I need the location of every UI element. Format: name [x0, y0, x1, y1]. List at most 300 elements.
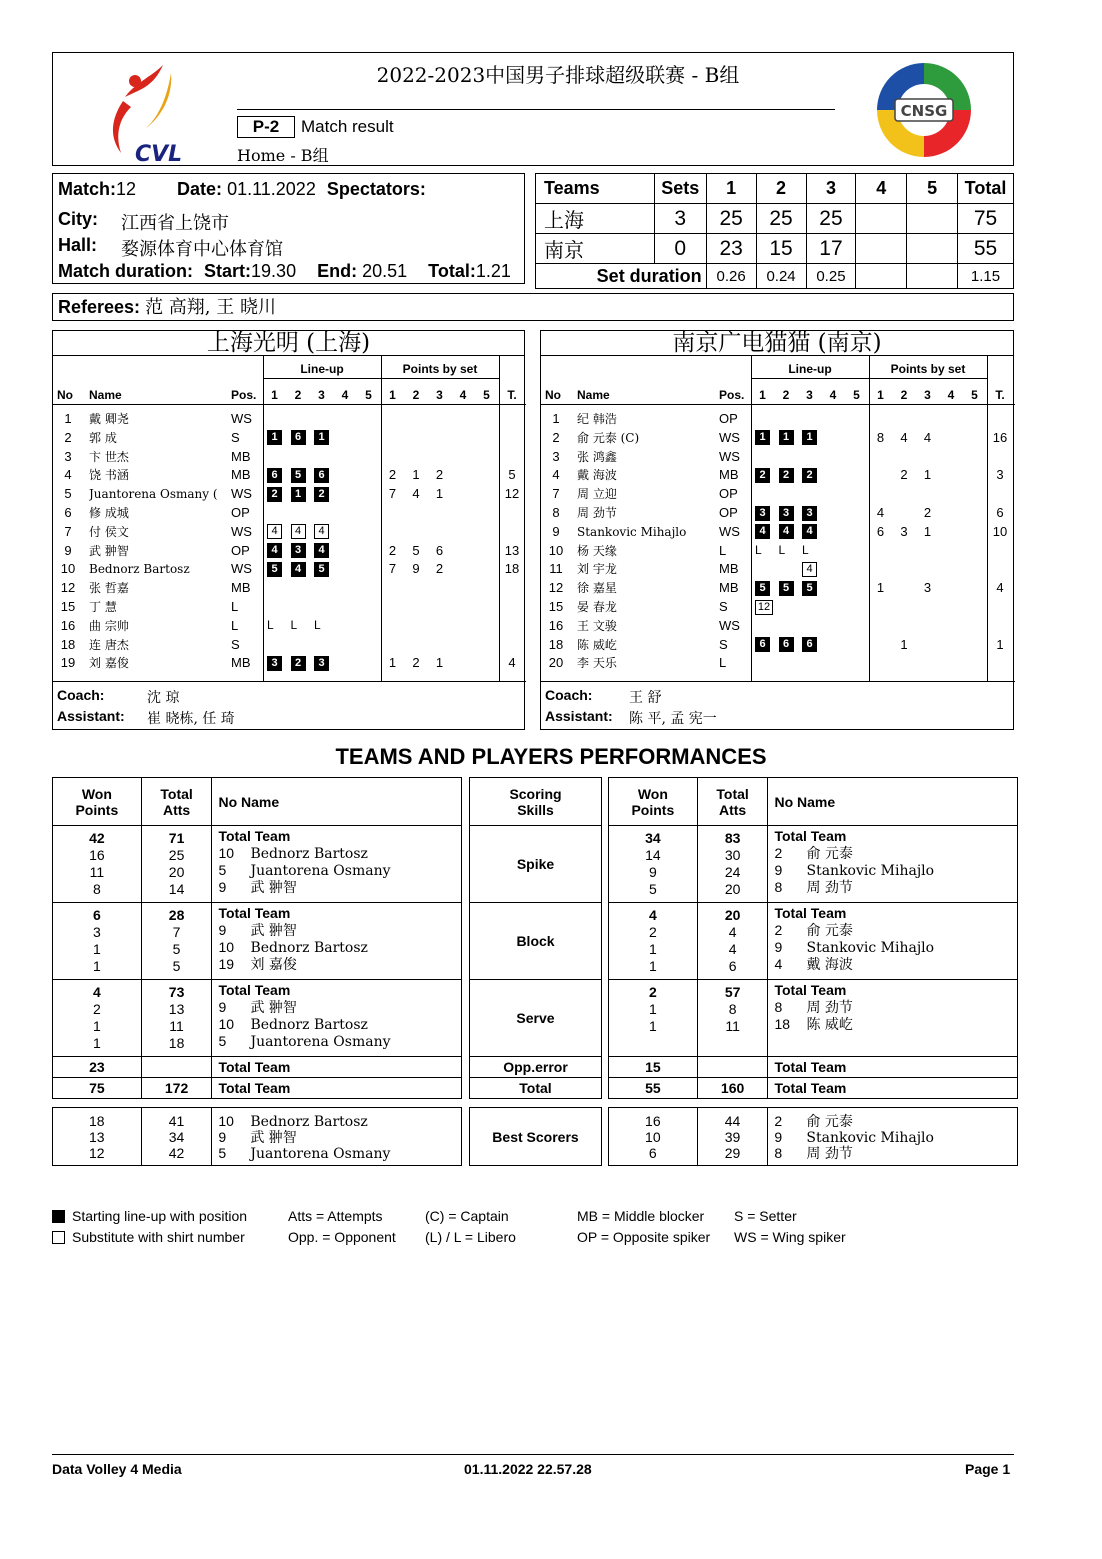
coach	[57, 687, 180, 706]
player-number: 4	[64, 467, 72, 483]
legend-s: S = Setter	[734, 1208, 797, 1224]
player-performance	[218, 1016, 461, 1033]
lineup-start-position: 6	[755, 637, 770, 652]
player-number: 12	[548, 580, 564, 596]
player-performance	[774, 862, 1017, 879]
player-name: 刘 嘉俊	[250, 957, 297, 973]
player-number: 3	[64, 448, 72, 464]
lineup-libero: L	[267, 618, 274, 633]
best-players-cell	[768, 1108, 1018, 1166]
won-points: 1	[648, 1001, 657, 1017]
total-atts-cell	[697, 826, 768, 903]
total-atts: 73	[168, 984, 185, 1000]
legend-substitute: Substitute with shirt number	[52, 1229, 245, 1245]
player-number: 10	[218, 1016, 235, 1032]
player-number: 8	[774, 1145, 783, 1161]
best-atts: 34	[168, 1129, 185, 1145]
skills-table	[469, 777, 602, 1099]
lineup-start-position: 6	[802, 637, 817, 652]
points-by-set: 1	[435, 655, 444, 671]
footer-page: Page 1	[965, 1461, 1011, 1477]
won-points: 2	[648, 984, 657, 1000]
referees	[52, 293, 1014, 321]
roster-bottom	[541, 681, 1015, 682]
lineup-start-position: 6	[291, 430, 306, 445]
best-points: 13	[89, 1129, 105, 1145]
points-by-set: 2	[388, 542, 397, 558]
no-name-header: No Name	[768, 778, 1018, 826]
legend-mb: MB = Middle blocker	[577, 1208, 705, 1224]
player-name: 饶 书涵	[89, 468, 129, 483]
player-name: 周 劲节	[806, 880, 853, 896]
won-points: 6	[92, 907, 101, 923]
player-number: 19	[218, 956, 235, 972]
name-header: Name	[577, 388, 610, 402]
players-cell	[212, 826, 462, 903]
won-points: 3	[92, 924, 101, 940]
points-total: 5	[508, 467, 516, 483]
assistant	[545, 708, 717, 727]
player-number: 11	[549, 561, 563, 577]
total-atts: 25	[168, 847, 185, 863]
points-total: 4	[996, 580, 1004, 596]
player-name: Stankovic Mihajlo	[806, 940, 935, 956]
total-atts: 28	[168, 907, 185, 923]
coach	[545, 687, 662, 706]
player-name: 周 劲节	[806, 1146, 853, 1162]
won-points: 42	[89, 830, 105, 846]
player-position: S	[719, 599, 728, 614]
score-cell: 3	[654, 204, 706, 234]
pos-header: Pos.	[231, 388, 257, 402]
total-team-label: Total Team	[774, 905, 847, 921]
won-points: 14	[645, 847, 661, 863]
skill-name-row	[470, 903, 602, 980]
lineup-start-position: 1	[314, 430, 329, 445]
total-atts: 83	[724, 830, 741, 846]
score-header-set1: 1	[706, 174, 756, 204]
player-position: S	[231, 636, 240, 652]
total-atts: 6	[728, 958, 737, 974]
total-atts: 30	[724, 847, 741, 863]
player-position: S	[231, 429, 240, 445]
start-label: Start:	[204, 261, 252, 281]
total-value: 1.21	[475, 261, 511, 281]
roster-bottom	[53, 681, 526, 682]
player-name: 周 立迎	[577, 487, 617, 502]
score-cell	[907, 204, 958, 234]
player-name: 周 劲节	[577, 506, 617, 520]
won-points: 4	[648, 907, 657, 923]
opp_error-won: 15	[609, 1057, 698, 1078]
points-set-header: 2	[900, 388, 908, 402]
player-number: 10	[218, 1113, 234, 1129]
player-name: 李 天乐	[577, 656, 617, 671]
score-cell: 0	[654, 234, 706, 264]
lineup-set-header: 3	[806, 388, 813, 402]
player-name: 纪 韩浩	[577, 412, 617, 426]
best-atts-cell	[697, 1108, 768, 1166]
best-won-cell	[53, 1108, 142, 1166]
won-points: 1	[648, 958, 657, 974]
header-divider	[751, 378, 987, 379]
points-set-header: 5	[971, 388, 978, 402]
coach-label: Coach:	[57, 687, 105, 703]
player-number: 9	[218, 999, 227, 1015]
points-set-header: 3	[436, 388, 443, 402]
total-atts: 4	[728, 924, 737, 940]
best-player	[774, 1145, 1017, 1161]
lineup-set-header: 5	[365, 388, 372, 402]
total-atts: 11	[725, 1018, 740, 1034]
player-name: 俞 元泰 (C)	[577, 430, 640, 445]
player-position: MB	[719, 467, 739, 483]
won-label: Won	[81, 785, 112, 802]
points-by-set: 2	[900, 467, 908, 483]
score-header-set2: 2	[756, 174, 806, 204]
lineup-set-header: 1	[271, 388, 278, 402]
score-row-home	[536, 204, 1014, 234]
lineup-libero: L	[802, 543, 809, 558]
header-divider	[237, 109, 835, 110]
player-position: L	[231, 617, 239, 633]
total-atts: 20	[168, 864, 185, 880]
player-performance	[774, 956, 1017, 973]
won-points: 4	[92, 984, 101, 1000]
points-by-set: 4	[412, 486, 420, 502]
starting-square-icon	[52, 1210, 65, 1223]
won-points: 5	[648, 881, 657, 897]
player-number: 8	[552, 505, 560, 520]
best-scorers-label-row	[470, 1108, 602, 1166]
player-position: WS	[719, 429, 740, 445]
lineup-start-position: 4	[802, 524, 817, 539]
player-number: 9	[218, 922, 227, 938]
won-points-cell	[53, 903, 142, 980]
lineup-set-header: 4	[341, 388, 349, 402]
won-label: Won	[637, 785, 668, 802]
player-number: 9	[218, 879, 227, 895]
cvl-logo	[101, 57, 191, 165]
lineup-start-position: 2	[267, 487, 282, 502]
player-performance	[218, 939, 461, 956]
lineup-start-position: 6	[779, 637, 794, 652]
won-points: 1	[648, 941, 657, 957]
best-players-cell	[212, 1108, 462, 1166]
opp_error-label: Total Team	[212, 1057, 462, 1078]
total-team-label: Total Team	[218, 982, 291, 998]
skill-row-serve	[609, 980, 1018, 1057]
lineup-start-position: 4	[291, 562, 306, 577]
best-player	[218, 1113, 461, 1129]
lineup-start-position: 2	[314, 487, 329, 502]
best-scorers-row	[53, 1108, 462, 1166]
won-points: 1	[92, 1035, 101, 1051]
lineup-set-header: 1	[759, 388, 766, 402]
score-header-total: Total	[958, 174, 1014, 204]
player-number: 20	[548, 655, 564, 671]
referees-label: Referees:	[58, 297, 141, 317]
legend-captain: (C) = Captain	[425, 1208, 509, 1224]
player-name: 戴 海波	[806, 957, 853, 973]
assistant-label: Assistant:	[57, 708, 125, 724]
points-total: 4	[508, 655, 516, 671]
score-header-teams: Teams	[536, 174, 655, 204]
lineup-start-position: 2	[755, 468, 770, 483]
set-duration	[856, 264, 907, 289]
player-performance	[218, 862, 461, 879]
score-cell: 25	[706, 204, 756, 234]
match-info	[52, 173, 525, 284]
total-atts: 24	[724, 864, 741, 880]
skill-name-row	[470, 1057, 602, 1078]
total-row	[53, 1078, 462, 1099]
pos-header: Pos.	[719, 388, 745, 402]
player-number: 7	[552, 486, 560, 502]
lineup-start-position: 4	[267, 543, 282, 558]
player-performance	[218, 845, 461, 862]
player-name: 戴 卿尧	[89, 412, 129, 426]
total-team-label: Total Team	[774, 982, 847, 998]
total-team-label: Total Team	[218, 905, 291, 921]
lineup-start-position: 1	[755, 430, 770, 445]
set-duration: 0.25	[806, 264, 856, 289]
lineup-substitute-number: 4	[267, 524, 282, 539]
player-number: 16	[548, 617, 564, 633]
points-set-header: 4	[459, 388, 467, 402]
players-cell	[768, 903, 1018, 980]
total-atts-cell	[141, 903, 212, 980]
opp_error-row	[609, 1057, 1018, 1078]
team-name: 南京广电猫猫 (南京)	[541, 331, 1013, 356]
legend-opp: Opp. = Opponent	[288, 1229, 396, 1245]
best-scorers-label-table	[469, 1107, 602, 1166]
lineup-start-position: 1	[267, 430, 282, 445]
points-by-set: 1	[923, 523, 932, 539]
set-duration: 0.24	[756, 264, 806, 289]
best-atts: 41	[168, 1113, 185, 1129]
player-performance	[218, 922, 461, 939]
player-number: 7	[64, 523, 72, 539]
total-atts-cell	[697, 980, 768, 1057]
match-label: Match:	[58, 179, 116, 199]
total-atts: 20	[724, 881, 741, 897]
no-header: No	[545, 388, 561, 402]
skill-name: Block	[470, 903, 602, 980]
total-atts: 5	[172, 941, 181, 957]
player-position: WS	[231, 561, 252, 577]
won-points: 9	[648, 864, 657, 880]
player-number: 9	[774, 862, 783, 878]
player-position: OP	[719, 486, 738, 502]
legend-atts: Atts = Attempts	[288, 1208, 383, 1224]
lineup-substitute-number: 4	[291, 524, 306, 539]
home-best-scorers-table	[52, 1107, 462, 1166]
opp_error-atts	[141, 1057, 212, 1078]
total-won: 75	[53, 1078, 142, 1099]
won-points-cell	[609, 826, 698, 903]
player-name: 武 翀智	[250, 880, 297, 896]
svg-text:CNSG: CNSG	[900, 102, 948, 120]
best-points: 18	[89, 1113, 105, 1129]
points-by-set: 1	[435, 486, 444, 502]
points-by-set: 1	[412, 467, 420, 483]
points-total: 10	[992, 523, 1008, 539]
total-atts: 11	[169, 1018, 184, 1034]
lineup-libero: L	[290, 618, 298, 633]
skill-name: Spike	[470, 826, 602, 903]
assistant-names: 崔 晓栋, 任 琦	[147, 711, 235, 727]
player-number: 12	[60, 580, 76, 596]
lineup-libero: L	[755, 543, 762, 558]
lineup-header: Line-up	[788, 362, 832, 376]
skill-row-spike	[609, 826, 1018, 903]
score-header-set4: 4	[856, 174, 907, 204]
points-total: 16	[992, 429, 1008, 445]
lineup-header: Line-up	[300, 362, 344, 376]
referees-names: 范 高翔, 王 晓川	[145, 297, 276, 318]
legend-libero: (L) / L = Libero	[425, 1229, 516, 1245]
player-position: OP	[231, 542, 250, 558]
player-number: 9	[218, 1129, 227, 1145]
player-name: 刘 嘉俊	[89, 656, 129, 671]
lineup-start-position: 2	[779, 468, 794, 483]
score-cell	[856, 204, 907, 234]
won-points: 1	[92, 1018, 101, 1034]
player-performance	[218, 999, 461, 1016]
total-atts: 7	[172, 924, 181, 940]
opp_error-atts	[697, 1057, 768, 1078]
opp_error-skill-name: Opp.error	[470, 1057, 602, 1078]
points-set-header: 4	[947, 388, 955, 402]
assistant-names: 陈 平, 孟 宪一	[629, 711, 717, 727]
player-performance	[218, 879, 461, 896]
player-number: 9	[774, 939, 783, 955]
player-number: 1	[64, 411, 72, 426]
points-by-set: 1	[876, 580, 885, 596]
player-position: OP	[719, 505, 738, 520]
city-label: City:	[58, 209, 98, 229]
player-name: 俞 元泰	[806, 846, 853, 862]
player-name: 陈 威屹	[577, 637, 617, 652]
player-name: Juantorena Osmany (	[89, 487, 218, 502]
lineup-set-header: 2	[782, 388, 790, 402]
player-number: 5	[64, 486, 72, 502]
best-player	[218, 1129, 461, 1145]
total-atts: 57	[724, 984, 741, 1000]
total-atts-header	[697, 778, 768, 826]
lineup-start-position: 5	[755, 581, 770, 596]
player-name: Bednorz Bartosz	[250, 846, 368, 862]
skill-name-row	[470, 1078, 602, 1099]
no-name-header: No Name	[212, 778, 462, 826]
won-points-header	[53, 778, 142, 826]
skill-row-block	[53, 903, 462, 980]
report-subtitle: Home - B组	[237, 146, 329, 165]
total-atts: 8	[728, 1001, 737, 1017]
lineup-substitute-number: 12	[755, 600, 773, 615]
player-position: WS	[231, 411, 252, 426]
best-atts-cell	[141, 1108, 212, 1166]
player-name: 陈 威屹	[806, 1017, 853, 1033]
points-set-header: 5	[483, 388, 490, 402]
lineup-start-position: 1	[291, 487, 306, 502]
lineup-start-position: 5	[802, 581, 817, 596]
points-by-set: 1	[388, 655, 397, 671]
score-cell	[907, 234, 958, 264]
points-header: Points by set	[402, 362, 478, 376]
score-cell: 17	[806, 234, 856, 264]
won-points: 2	[92, 1001, 101, 1017]
lineup-start-position: 4	[779, 524, 794, 539]
player-name: 付 侯文	[89, 524, 129, 539]
player-name: 卞 世杰	[89, 449, 129, 464]
report-title: 2022-2023中国男子排球超级联赛 - B组	[376, 63, 740, 87]
player-name: Juantorena Osmany	[250, 1146, 391, 1162]
total-label: Total Team	[768, 1078, 1018, 1099]
player-position: MB	[231, 467, 251, 483]
players-cell	[212, 903, 462, 980]
won-points: 2	[648, 924, 657, 940]
player-number: 6	[64, 505, 72, 520]
scoring-label: Scoring	[509, 785, 562, 802]
lineup-start-position: 2	[291, 656, 306, 671]
points-label: Points	[75, 801, 119, 818]
coach-name: 王 舒	[629, 690, 662, 706]
assistant-label: Assistant:	[545, 708, 613, 724]
footer-software: Data Volley 4 Media	[52, 1461, 182, 1477]
total-atts: 20	[724, 907, 741, 923]
total-atts: 18	[168, 1035, 185, 1051]
svg-text:CVL: CVL	[135, 142, 183, 165]
won-points: 1	[92, 958, 101, 974]
lineup-substitute-number: 4	[802, 562, 817, 577]
player-name: Bednorz Bartosz	[250, 1017, 368, 1033]
player-number: 15	[548, 599, 564, 614]
player-performance	[218, 1033, 461, 1050]
player-number: 9	[64, 542, 72, 558]
best-points: 16	[645, 1113, 661, 1129]
total-skill-name: Total	[470, 1078, 602, 1099]
player-name: 张 哲嘉	[89, 581, 129, 596]
points-by-set: 2	[412, 655, 420, 671]
player-name: 俞 元泰	[806, 923, 853, 939]
won-points: 11	[89, 864, 105, 880]
player-number: 10	[218, 845, 235, 861]
player-number: 2	[774, 845, 783, 861]
name-header: Name	[89, 388, 122, 402]
player-number: 8	[774, 879, 783, 895]
won-points: 34	[645, 830, 661, 846]
best-scorers-row	[609, 1108, 1018, 1166]
total-won: 55	[609, 1078, 698, 1099]
lineup-start-position: 3	[291, 543, 306, 558]
performance-title: TEAMS AND PLAYERS PERFORMANCES	[335, 744, 767, 769]
player-number: 5	[218, 1145, 227, 1161]
perf-header-row	[53, 778, 462, 826]
total-atts: 13	[168, 1001, 185, 1017]
player-name: 武 翀智	[89, 543, 129, 558]
player-position: WS	[719, 617, 740, 633]
points-by-set: 7	[388, 486, 397, 502]
total-header: T.	[995, 388, 1005, 402]
best-atts: 29	[724, 1145, 741, 1161]
won-points-cell	[609, 980, 698, 1057]
player-name: 戴 海波	[577, 468, 617, 483]
points-set-header: 1	[877, 388, 884, 402]
footer-timestamp: 01.11.2022 22.57.28	[464, 1461, 592, 1477]
coach-name: 沈 琼	[147, 690, 180, 706]
